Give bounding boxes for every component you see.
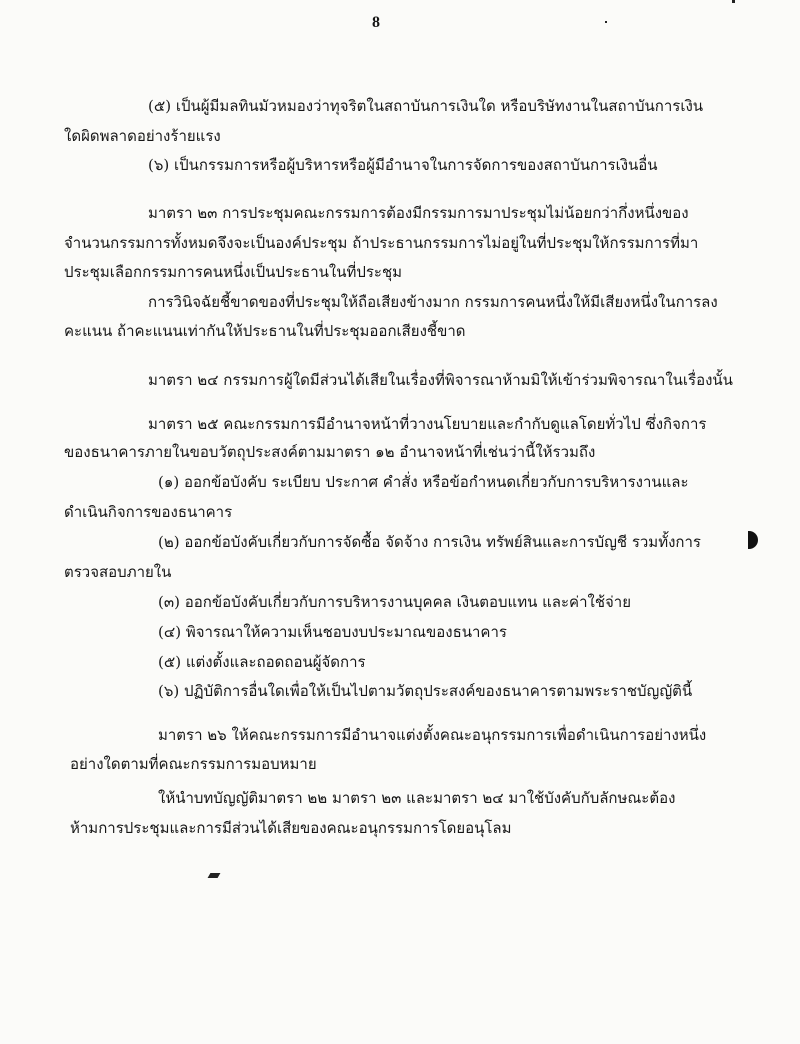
section-26-para-2-line-1: ให้นำบทบัญญัติมาตรา ๒๒ มาตรา ๒๓ และมาตรา ๒๔ มาใช้บังคับกับลักษณะต้อง <box>158 789 676 807</box>
section-25-item-5: (๕) แต่งตั้งและถอดถอนผู้จัดการ <box>158 653 366 671</box>
scan-speck-corner <box>732 0 735 3</box>
section-25-item-6: (๖) ปฏิบัติการอื่นใดเพื่อให้เป็นไปตามวัตถุประสงค์ของธนาคารตามพระราชบัญญัตินี้ <box>158 682 693 700</box>
section-25-item-4: (๔) พิจารณาให้ความเห็นชอบงบประมาณของธนาคาร <box>158 623 507 641</box>
scan-speck-bottom <box>208 873 221 878</box>
section-26-line-1: มาตรา ๒๖ ให้คณะกรรมการมีอำนาจแต่งตั้งคณะอนุกรรมการเพื่อดำเนินการอย่างหนึ่ง <box>158 726 707 744</box>
section-26-para-2-line-2: ห้ามการประชุมและการมีส่วนได้เสียของคณะอนุกรรมการโดยอนุโลม <box>70 819 512 837</box>
section-25-item-3: (๓) ออกข้อบังคับเกี่ยวกับการบริหารงานบุคคล เงินตอบแทน และค่าใช้จ่าย <box>158 593 632 611</box>
section-23-para-2-line-2: คะแนน ถ้าคะแนนเท่ากันให้ประธานในที่ประชุมออกเสียงชี้ขาด <box>64 322 466 340</box>
section-26-line-2: อย่างใดตามที่คณะกรรมการมอบหมาย <box>70 755 317 773</box>
page-number: 8 <box>372 14 380 31</box>
section-25-item-2-line-2: ตรวจสอบภายใน <box>64 563 172 581</box>
section-25-item-2-line-1: (๒) ออกข้อบังคับเกี่ยวกับการจัดซื้อ จัดจ้าง การเงิน ทรัพย์สินและการบัญชี รวมทั้งการ <box>158 533 701 551</box>
section-22-item-5-line-2: ใดผิดพลาดอย่างร้ายแรง <box>64 127 221 145</box>
scan-speck-top <box>605 21 607 23</box>
section-23-line-3: ประชุมเลือกกรรมการคนหนึ่งเป็นประธานในที่ประชุม <box>64 263 403 281</box>
section-23-line-2: จำนวนกรรมการทั้งหมดจึงจะเป็นองค์ประชุม ถ้าประธานกรรมการไม่อยู่ในที่ประชุมให้กรรมการที่มา <box>64 234 699 252</box>
section-22-item-5-line-1: (๕) เป็นผู้มีมลทินมัวหมองว่าทุจริตในสถาบันการเงินใด หรือบริษัทงานในสถาบันการเงิน <box>148 97 704 115</box>
section-25-item-1-line-1: (๑) ออกข้อบังคับ ระเบียบ ประกาศ คำสั่ง หรือข้อกำหนดเกี่ยวกับการบริหารงานและ <box>158 473 689 491</box>
section-25-item-1-line-2: ดำเนินกิจการของธนาคาร <box>64 503 233 521</box>
section-25-line-1: มาตรา ๒๕ คณะกรรมการมีอำนาจหน้าที่วางนโยบายและกำกับดูแลโดยทั่วไป ซึ่งกิจการ <box>148 415 707 433</box>
section-24: มาตรา ๒๔ กรรมการผู้ใดมีส่วนได้เสียในเรื่องที่พิจารณาห้ามมิให้เข้าร่วมพิจารณาในเรื่องนั้น <box>148 371 733 389</box>
section-25-line-2: ของธนาคารภายในขอบวัตถุประสงค์ตามมาตรา ๑๒ อำนาจหน้าที่เช่นว่านี้ให้รวมถึง <box>64 443 596 461</box>
section-23-para-2-line-1: การวินิจฉัยชี้ขาดของที่ประชุมให้ถือเสียงข้างมาก กรรมการคนหนึ่งให้มีเสียงหนึ่งในการลง <box>148 293 718 311</box>
punch-hole-mark <box>748 531 758 549</box>
section-23-line-1: มาตรา ๒๓ การประชุมคณะกรรมการต้องมีกรรมการมาประชุมไม่น้อยกว่ากึ่งหนึ่งของ <box>148 204 689 222</box>
section-22-item-6: (๖) เป็นกรรมการหรือผู้บริหารหรือผู้มีอำนาจในการจัดการของสถาบันการเงินอื่น <box>148 156 658 174</box>
